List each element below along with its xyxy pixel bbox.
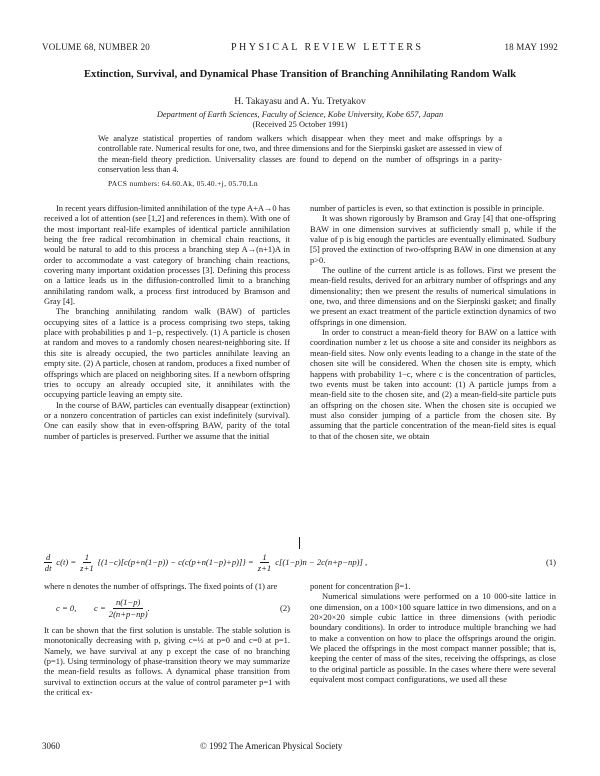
copyright-notice: © 1992 The American Physical Society bbox=[200, 741, 343, 751]
affiliation: Department of Earth Sciences, Faculty of Science, Kobe University, Kobe 657, Japan bbox=[156, 110, 444, 119]
paragraph: The branching annihilating random walk (BAW) of particles occupying sites of a lattice is a process comprising two steps, taking place with probabilities p and 1−p, respectively. (1) A particle is chosen at random and moves to a randomly chosen nearest-neighboring site. If this site is already occupied, the two particles annihilate leaving an empty site. (2) A particle, chosen at random, produces a fixed number of offsprings which are placed on neighboring sites. If a newborn offspring tries to occupy an already occupied site, it annihilates with the occupying particle leaving an empty site. bbox=[44, 306, 290, 400]
coefficient-denominator: z+1 bbox=[80, 562, 94, 573]
affiliation-block bbox=[42, 110, 558, 130]
paragraph: ponent for concentration β=1. bbox=[310, 581, 411, 591]
received-date: (Received 25 October 1991) bbox=[252, 120, 348, 130]
right-column-bottom bbox=[310, 581, 556, 684]
equation-body: {(1−c)[c(p+n(1−p)) − c(c(p+n(1−p)+p)]} = bbox=[97, 557, 254, 567]
paragraph: The outline of the current article is as follows. First we present the mean-field results, derived for an arbitrary number of offsprings and any dimensionality; then we present the results of numerical simulations in one, two, and three dimensions and on the Sierpinski gasket; and finally we present an exact treatment of the particle extinction dynamics of two offsprings in one dimension. bbox=[310, 265, 556, 327]
equation-tail: . bbox=[147, 603, 150, 614]
page-number: 3060 bbox=[42, 741, 60, 751]
paragraph: In recent years diffusion-limited annihilation of the type A+A→0 has received a lot of attention (see [1,2] and references in them). With one of the most important real-life examples of identical particle annihilation being the free radical recombination in chemical chain reactions, it would be natural to add to this process a branching step A→(n+1)A in order to accommodate a vast category of branching chain reactions, covering many important oxidation processes [3]. Defining this process on a lattice leads us in the diffusion-controlled limit to a branching annihilating random walk, a process first introduced by Bramson and Gray [4]. bbox=[44, 203, 290, 307]
equation-2: c = 0, c = $\frac{n(1-p)}{2(n+p-np)}$ . (2) bbox=[44, 597, 290, 619]
paragraph: In the course of BAW, particles can eventually disappear (extinction) or a nonzero concentration of particles can exist indefinitely (survival). One can easily show that in even-offspring BAW, parity of the total number of particles is preserved. Further we assume that the initial bbox=[44, 399, 290, 441]
paragraph: Numerical simulations were performed on a 10 000-site lattice in one dimension, on a 100×100 square lattice in two dimensions, and on a 20×20×20 simple cubic lattice in three dimensions (with periodic boundary conditions). In order to introduce multiple branching we had to make a convention on how to place the offsprings around the origin. We placed the offsprings in the most compact manner possible; that is, keeping the center of mass of the sites, receiving the offsprings, as close to the original particle as possible. In the cases where there were several equivalent most compact configurations, we used all these bbox=[310, 591, 556, 685]
left-column-top bbox=[44, 203, 290, 441]
equation-number: (1) bbox=[545, 557, 556, 567]
equation-1 bbox=[44, 549, 556, 575]
derivative-numerator: d bbox=[46, 551, 51, 562]
column-divider bbox=[299, 537, 300, 549]
coefficient-denominator: z+1 bbox=[257, 562, 272, 573]
equation-number: (2) bbox=[279, 603, 290, 614]
volume-number: VOLUME 68, NUMBER 20 bbox=[42, 42, 151, 52]
authors: H. Takayasu and A. Yu. Tretyakov bbox=[234, 96, 366, 107]
journal-name: PHYSICAL REVIEW LETTERS bbox=[230, 42, 424, 53]
pacs-numbers: PACS numbers: 64.60.Ak, 05.40.+j, 05.70.Ln bbox=[108, 179, 258, 188]
fraction-numerator: n(1−p) bbox=[113, 597, 143, 608]
equation-lhs: c(t) = bbox=[56, 557, 77, 567]
right-column-top bbox=[310, 203, 556, 441]
issue-date: 18 MAY 1992 bbox=[504, 42, 558, 52]
paragraph: number of particles is even, so that extinction is possible in principle. bbox=[310, 203, 545, 213]
fixed-point-fraction bbox=[109, 597, 148, 619]
running-head bbox=[42, 42, 558, 53]
paragraph: In order to construct a mean-field theory for BAW on a lattice with coordination number z let us choose a site and consider its neighbors as mean-field sites. Now only events leading to a change in the state of the chosen site will be considered. When the chosen site is empty, which happens with probability 1−c, where c is the concentration of particles, two events must be taken into account: (1) A particle jumps from a mean-field site to the chosen site, and (2) a mean-field-site particle puts an offspring on the chosen site. When the chosen site is occupied we must also consider jumping of a particle from the chosen site. By assuming that the particle concentration of the mean-field sites is equal to that of the chosen site, we obtain bbox=[310, 327, 556, 441]
derivative-denominator: dt bbox=[44, 562, 52, 573]
fraction-denominator: 2(n+p−np) bbox=[108, 608, 148, 619]
article-title: Extinction, Survival, and Dynamical Phase Transition of Branching Annihilating Random Walk bbox=[83, 69, 517, 80]
abstract: We analyze statistical properties of random walkers which disappear when they meet and make offsprings by a controllable rate. Numerical results for one, two, and three dimensions and for the Sierpinski gasket are assessed in view of the mean-field theory prediction. Universality classes are found to depend on the number of offsprings in a parity-conservation less than 4. bbox=[98, 134, 502, 175]
derivative-fraction bbox=[44, 552, 52, 573]
equation-lhs: c = 0, bbox=[56, 603, 77, 614]
coefficient-numerator: 1 bbox=[84, 551, 90, 562]
coefficient-numerator: 1 bbox=[262, 551, 267, 562]
coefficient-fraction bbox=[80, 552, 93, 573]
coefficient-fraction-2 bbox=[258, 552, 271, 573]
paragraph: It can be shown that the first solution is unstable. The stable solution is monotonically decreasing with p, giving c=½ at p=0 and c=0 at p=1. Namely, we have survival at any p except the case of no branching (p=1). Using terminology of phase-transition theory we may summarize the mean-field results as follows. A dynamical phase transition from survival to extinction occurs at the value of control parameter p=1 with the critical ex- bbox=[44, 625, 290, 698]
paragraph: where n denotes the number of offsprings. The fixed points of (1) are bbox=[44, 581, 278, 591]
page-footer bbox=[42, 741, 558, 751]
equation-body-2: c[(1−p)n − 2c(n+p−np)] , bbox=[275, 557, 368, 567]
paragraph: It was shown rigorously by Bramson and Gray [4] that one-offspring BAW in one dimension survives at sufficiently small p, while if the value of p is big enough the particles are eventually eliminated. Sudbury [5] proved the extinction of two-offspring BAW in one dimension at any p>0. bbox=[310, 213, 556, 265]
left-column-bottom bbox=[44, 581, 290, 697]
